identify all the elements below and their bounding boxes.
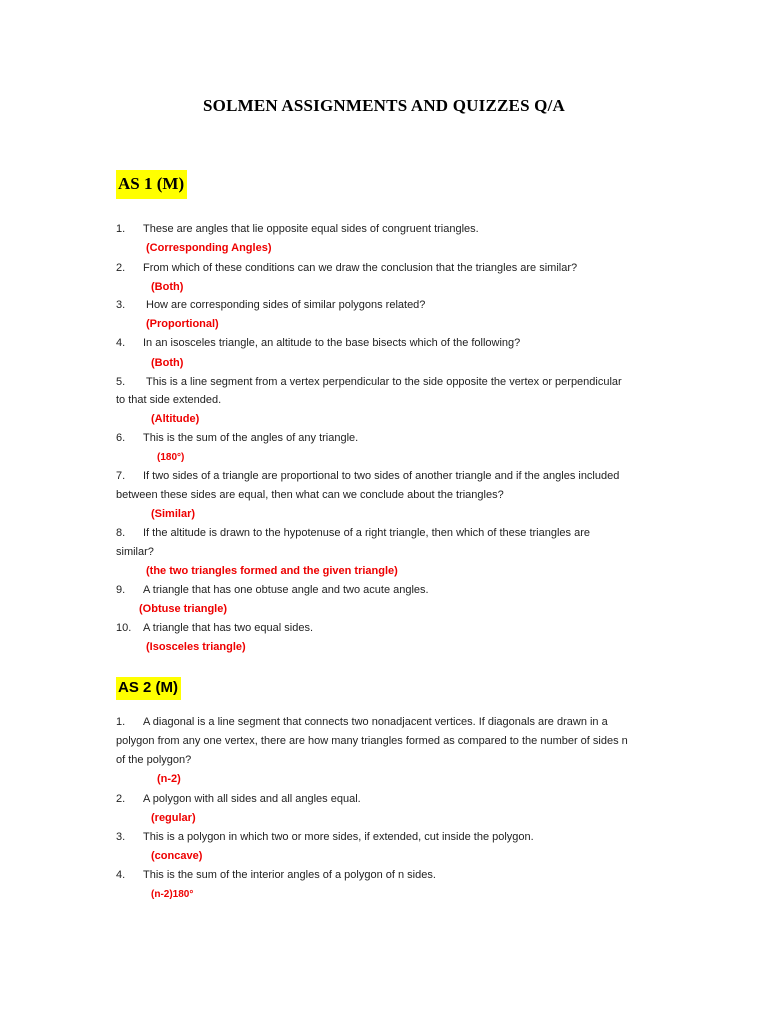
question-text: If two sides of a triangle are proportional to two sides of another triangle and if the angles included xyxy=(143,470,620,482)
answer-text: (n-2)180° xyxy=(151,889,194,900)
answer-text: (n-2) xyxy=(157,773,181,785)
answer-text: (Proportional) xyxy=(146,318,219,330)
question-number: 2. xyxy=(116,793,126,805)
answer-text: (the two triangles formed and the given triangle) xyxy=(146,565,398,577)
question-text: This is the sum of the interior angles of a polygon of n sides. xyxy=(143,869,436,881)
answer-text: (Both) xyxy=(151,281,184,293)
question-text: If the altitude is drawn to the hypotenuse of a right triangle, then which of these triangles are xyxy=(143,527,590,539)
question-number: 3. xyxy=(116,299,126,311)
question-number: 5. xyxy=(116,376,126,388)
question-number: 4. xyxy=(116,869,126,881)
question-number: 10. xyxy=(116,622,132,634)
question-text: This is a polygon in which two or more sides, if extended, cut inside the polygon. xyxy=(143,831,534,843)
question-text: of the polygon? xyxy=(116,754,192,766)
question-text: A polygon with all sides and all angles equal. xyxy=(143,793,361,805)
question-number: 3. xyxy=(116,831,126,843)
question-number: 1. xyxy=(116,716,126,728)
question-number: 7. xyxy=(116,470,126,482)
question-text: polygon from any one vertex, there are how many triangles formed as compared to the number of sides n xyxy=(116,735,628,747)
question-text: From which of these conditions can we draw the conclusion that the triangles are similar? xyxy=(143,262,578,274)
answer-text: (Isosceles triangle) xyxy=(146,641,246,653)
question-text: These are angles that lie opposite equal sides of congruent triangles. xyxy=(143,223,479,235)
answer-text: (concave) xyxy=(151,850,203,862)
answer-text: (180°) xyxy=(157,452,185,463)
answer-text: (Altitude) xyxy=(151,413,200,425)
question-text: similar? xyxy=(116,546,154,558)
document-title: SOLMEN ASSIGNMENTS AND QUIZZES Q/A xyxy=(203,96,565,115)
question-number: 6. xyxy=(116,432,126,444)
question-text: to that side extended. xyxy=(116,394,222,406)
question-text: A triangle that has two equal sides. xyxy=(143,622,313,634)
answer-text: (Both) xyxy=(151,357,184,369)
question-text: A triangle that has one obtuse angle and two acute angles. xyxy=(143,584,429,596)
question-number: 1. xyxy=(116,223,126,235)
answer-text: (Similar) xyxy=(151,508,196,520)
question-text: This is a line segment from a vertex perpendicular to the side opposite the vertex or perpendicular xyxy=(146,376,622,388)
answer-text: (Obtuse triangle) xyxy=(139,603,228,615)
question-number: 9. xyxy=(116,584,126,596)
question-text: In an isosceles triangle, an altitude to the base bisects which of the following? xyxy=(143,337,521,349)
question-number: 4. xyxy=(116,337,126,349)
answer-text: (Corresponding Angles) xyxy=(146,242,272,254)
answer-text: (regular) xyxy=(151,812,196,824)
question-text: A diagonal is a line segment that connects two nonadjacent vertices. If diagonals are drawn in a xyxy=(143,716,608,728)
question-number: 8. xyxy=(116,527,126,539)
section-heading-as2: AS 2 (M) xyxy=(116,677,181,700)
question-text: This is the sum of the angles of any triangle. xyxy=(143,432,359,444)
question-text: between these sides are equal, then what can we conclude about the triangles? xyxy=(116,489,504,501)
question-number: 2. xyxy=(116,262,126,274)
question-text: How are corresponding sides of similar polygons related? xyxy=(146,299,426,311)
section-heading-as1: AS 1 (M) xyxy=(116,170,187,199)
